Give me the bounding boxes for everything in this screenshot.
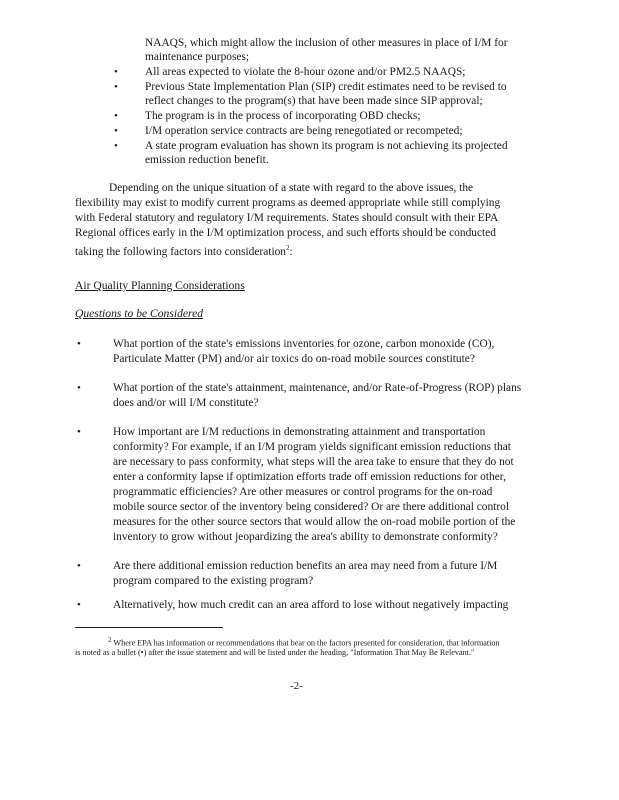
question-line: How important are I/M reductions in demonstrating attainment and transportation: [113, 426, 486, 438]
question-line: programmatic efficiencies? Are other measures or control programs for the on-road: [113, 486, 493, 498]
paragraph-line-text: taking the following factors into consideration: [75, 245, 286, 258]
question-line: Alternatively, how much credit can an area afford to lose without negatively impacting: [113, 599, 509, 611]
list-item-line: All areas expected to violate the 8-hour ozone and/or PM2.5 NAAQS;: [145, 66, 466, 78]
question-line: measures for the other source sectors that would allow the on-road mobile portion of the: [113, 516, 516, 528]
bullet-glyph: •: [114, 66, 118, 78]
question-line: are necessary to pass conformity, what steps will the area take to ensure that they do not: [113, 456, 514, 468]
footnote-separator: [75, 627, 223, 628]
question-line: mobile source sector of the inventory being considered? Or are there additional control: [113, 501, 509, 513]
paragraph-line: Depending on the unique situation of a state with regard to the above issues, the: [109, 182, 474, 194]
question-line: Particulate Matter (PM) and/or air toxics do on-road mobile sources constitute?: [113, 353, 475, 365]
list-item-line: reflect changes to the program(s) that have been made since SIP approval;: [145, 95, 483, 107]
question-line: What portion of the state's attainment, maintenance, and/or Rate-of-Progress (ROP) plans: [113, 382, 522, 394]
bullet-glyph: •: [114, 125, 118, 137]
question-line: Are there additional emission reduction benefits an area may need from a future I/M: [113, 560, 498, 572]
section-heading: Air Quality Planning Considerations: [75, 279, 245, 292]
footnote-mark: 2: [108, 636, 112, 644]
list-continuation-line: maintenance purposes;: [145, 51, 250, 63]
footnote-text: Where EPA has information or recommendations that bear on the factors presented for consideration, that information: [113, 638, 500, 648]
question-line: inventory to grow without jeopardizing the area's ability to demonstrate conformity?: [113, 531, 498, 543]
page-number: -2-: [290, 680, 303, 692]
question-line: What portion of the state's emissions inventories for ozone, carbon monoxide (CO),: [113, 338, 495, 350]
subheading: Questions to be Considered: [75, 307, 204, 320]
paragraph-line: flexibility may exist to modify current programs as deemed appropriate while still complying: [75, 197, 501, 209]
paragraph-line: Regional offices early in the I/M optimization process, and such efforts should be conducted: [75, 227, 496, 239]
list-item-line: Previous State Implementation Plan (SIP) credit estimates need to be revised to: [145, 81, 507, 93]
bullet-glyph: •: [77, 338, 81, 350]
footnote-reference: 2: [286, 244, 290, 252]
footnote-line: is noted as a bullet (•) after the issue statement and will be listed under the heading, "Information That May Be Relevant.": [75, 648, 475, 657]
bullet-glyph: •: [77, 599, 81, 611]
list-item-line: A state program evaluation has shown its program is not achieving its projected: [145, 140, 508, 152]
question-line: enter a conformity lapse if optimization efforts trade off emission reductions for other,: [113, 471, 506, 483]
question-line: program compared to the existing program?: [113, 575, 314, 587]
bullet-glyph: •: [77, 382, 81, 394]
bullet-glyph: •: [77, 426, 81, 438]
bullet-glyph: •: [77, 560, 81, 572]
list-continuation-line: NAAQS, which might allow the inclusion of other measures in place of I/M for: [145, 37, 508, 49]
paragraph-line: [75, 241, 293, 260]
bullet-glyph: •: [114, 140, 118, 152]
bullet-glyph: •: [114, 81, 118, 93]
list-item-line: The program is in the process of incorporating OBD checks;: [145, 110, 421, 122]
paragraph-line: with Federal statutory and regulatory I/M requirements. States should consult with their EPA: [75, 212, 499, 224]
paragraph-line-tail: :: [289, 245, 293, 258]
bullet-glyph: •: [114, 110, 118, 122]
question-line: conformity? For example, if an I/M program yields significant emission reductions that: [113, 441, 511, 453]
list-item-line: emission reduction benefit.: [145, 154, 269, 166]
question-line: does and/or will I/M constitute?: [113, 397, 259, 409]
list-item-line: I/M operation service contracts are being renegotiated or recompeted;: [145, 125, 463, 137]
